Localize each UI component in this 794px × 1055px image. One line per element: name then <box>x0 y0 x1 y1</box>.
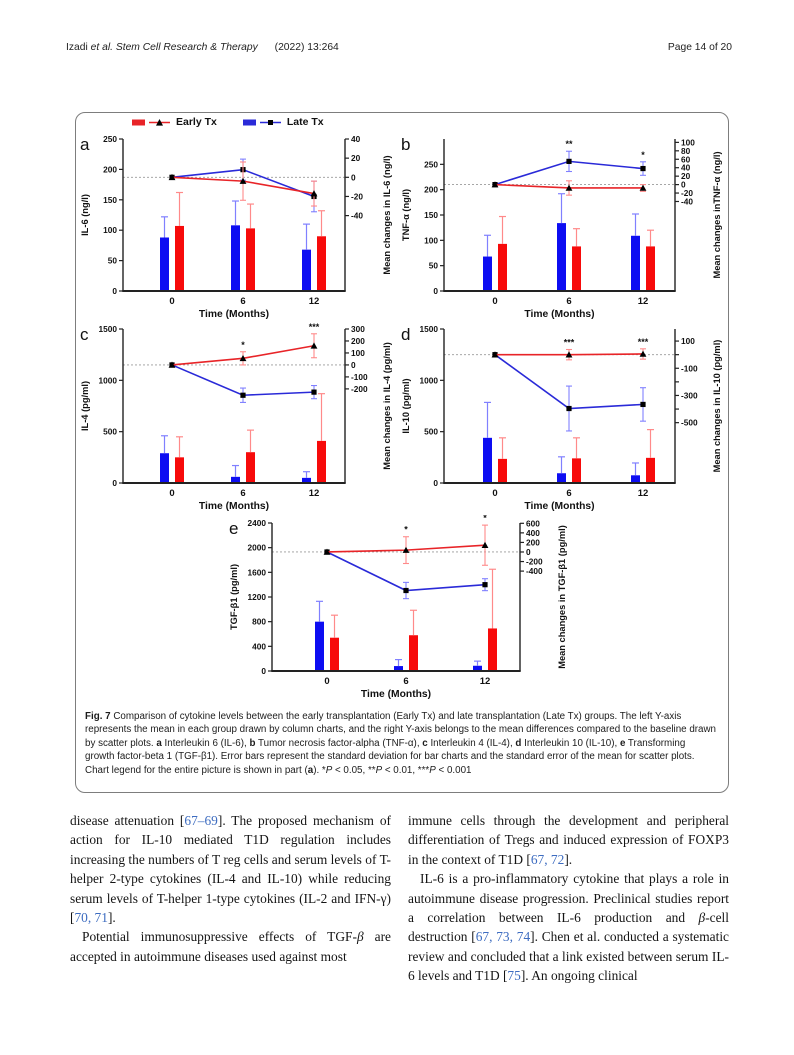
svg-text:400: 400 <box>252 641 266 652</box>
svg-text:Mean changes in TGF-β1 (pg/ml): Mean changes in TGF-β1 (pg/ml) <box>557 525 567 669</box>
svg-text:200: 200 <box>351 335 365 346</box>
svg-text:Time (Months): Time (Months) <box>198 309 270 320</box>
svg-text:60: 60 <box>681 154 691 165</box>
text-segment: e <box>619 737 626 749</box>
chart-legend <box>132 116 324 128</box>
svg-text:250: 250 <box>424 159 438 170</box>
text-segment: P <box>429 764 436 776</box>
svg-text:1000: 1000 <box>98 375 117 386</box>
chart-panel-b <box>398 131 727 321</box>
svg-text:a: a <box>80 135 90 154</box>
svg-text:Mean changes in IL-10 (pg/ml): Mean changes in IL-10 (pg/ml) <box>712 339 722 473</box>
svg-text:600: 600 <box>526 518 540 529</box>
svg-text:1600: 1600 <box>247 567 266 578</box>
text-segment: < 0.01, *** <box>382 764 430 776</box>
svg-text:100: 100 <box>424 235 438 246</box>
svg-text:0: 0 <box>681 179 686 190</box>
paragraph <box>408 811 729 869</box>
chart-panel-d <box>398 321 727 513</box>
svg-text:-20: -20 <box>681 188 693 199</box>
svg-text:100: 100 <box>103 225 117 236</box>
text-segment: a <box>156 737 162 749</box>
text-segment: immune cells through the development and peripheral differentiation of Tregs and induced expression of FOXP3 in the context of T1D [ <box>408 813 729 867</box>
et-al: et al. <box>90 42 113 53</box>
svg-text:2400: 2400 <box>247 518 266 528</box>
text-segment: P <box>375 764 383 776</box>
svg-text:c: c <box>80 325 89 344</box>
svg-text:-20: -20 <box>351 191 363 202</box>
text-segment: c <box>422 737 428 749</box>
text-segment: < 0.05, ** <box>332 764 376 776</box>
citation-link[interactable]: 67, 73, 74 <box>475 929 531 945</box>
svg-text:-40: -40 <box>681 196 693 207</box>
svg-text:-300: -300 <box>681 390 698 401</box>
svg-text:0: 0 <box>492 296 498 307</box>
citation-link[interactable]: 67–69 <box>184 813 218 828</box>
text-segment: Comparison of cytokine levels between the early transplantation (Early Tx) and late transplantation (Late Tx) groups. The left Y-axis represents the mean in each group drawn by column charts, and the right Y-axis belongs to the mean differences compared to the baseline drawn by scatter plots. <box>85 711 717 749</box>
text-segment: P <box>325 764 333 776</box>
page-number: Page 14 of 20 <box>667 42 732 53</box>
legend-item <box>243 116 324 128</box>
text-segment: d <box>515 737 522 749</box>
svg-text:-400: -400 <box>526 566 543 577</box>
text-segment: -cell destruction [ <box>408 910 729 945</box>
svg-text:0: 0 <box>169 296 175 307</box>
svg-text:Mean changes inTNF-α (ng/l): Mean changes inTNF-α (ng/l) <box>712 151 722 279</box>
svg-text:0: 0 <box>351 172 356 183</box>
svg-text:80: 80 <box>681 145 691 156</box>
text-segment: β <box>698 910 706 926</box>
svg-text:150: 150 <box>103 194 117 205</box>
journal-title: Stem Cell Research & Therapy <box>115 42 258 53</box>
text-segment: b <box>249 737 256 749</box>
paragraph <box>70 927 391 966</box>
text-segment: Potential immunosuppressive effects of TGF- <box>82 929 357 945</box>
text-segment: ]. An ongoing clinical <box>520 968 638 984</box>
svg-text:12: 12 <box>308 296 320 307</box>
chart-svg-d <box>398 321 727 513</box>
legend-label: Early Tx <box>176 116 217 128</box>
svg-text:0: 0 <box>492 488 498 499</box>
triangle-icon <box>132 117 170 128</box>
svg-text:150: 150 <box>424 210 438 220</box>
text-segment: Fig. 7 <box>85 711 111 722</box>
svg-text:Mean changes in IL-6 (ng/l): Mean changes in IL-6 (ng/l) <box>382 155 392 275</box>
legend-label: Late Tx <box>286 116 324 128</box>
body-text <box>70 811 730 986</box>
svg-text:-200: -200 <box>351 383 368 394</box>
svg-text:20: 20 <box>681 171 691 182</box>
citation-line <box>66 42 339 53</box>
svg-text:**: ** <box>565 139 573 150</box>
figure-caption <box>76 703 728 777</box>
svg-text:IL-6 (ng/l): IL-6 (ng/l) <box>80 194 90 236</box>
svg-text:12: 12 <box>308 488 320 499</box>
svg-text:0: 0 <box>526 546 531 557</box>
svg-text:Time (Months): Time (Months) <box>524 309 595 320</box>
svg-text:d: d <box>401 325 411 344</box>
chart-svg-c <box>77 321 397 513</box>
text-segment: disease attenuation [ <box>70 813 185 828</box>
svg-text:200: 200 <box>103 164 117 175</box>
text-segment: are accepted in autoimmune diseases used against most <box>70 929 391 964</box>
svg-text:200: 200 <box>424 184 438 195</box>
text-segment: ]. <box>564 851 573 867</box>
svg-text:12: 12 <box>637 296 649 307</box>
svg-text:12: 12 <box>479 676 491 687</box>
text-segment: a <box>307 764 314 776</box>
svg-text:IL-4 (pg/ml): IL-4 (pg/ml) <box>80 380 90 432</box>
text-segment: ]. The proposed mechanism of action for IL-10 mediated T1D regulation includes increasing the numbers of T reg cells and serum levels of T-helper 2-type cytokines (IL-4 and IL-10) while reducing serum levels of T-helper 1-type cytokines (IL-2 and IFN-γ) [ <box>70 813 391 926</box>
text-segment: ]. <box>107 910 116 926</box>
svg-text:1500: 1500 <box>98 324 117 334</box>
text-segment: ). * <box>313 764 326 776</box>
svg-text:***: *** <box>637 336 649 347</box>
svg-text:800: 800 <box>252 616 266 627</box>
text-segment: ]. Chen et al. conducted a systematic review and concluded that a link existed between serum IL-6 levels and T1D [ <box>408 929 729 984</box>
paragraph <box>408 869 729 985</box>
square-icon <box>243 117 281 128</box>
paragraph <box>70 811 391 927</box>
svg-text:b: b <box>401 135 411 154</box>
svg-text:***: *** <box>308 321 320 332</box>
chart-svg-b <box>398 131 727 321</box>
citation-link[interactable]: 67, 72 <box>530 851 565 867</box>
pub-info: (2022) 13:264 <box>274 42 339 53</box>
running-head <box>66 42 732 53</box>
svg-text:***: *** <box>563 337 575 348</box>
text-segment: Tumor necrosis factor-alpha (TNF-α), <box>255 737 423 749</box>
chart-svg-a <box>77 131 397 321</box>
svg-text:0: 0 <box>169 488 175 499</box>
svg-text:*: * <box>404 524 408 535</box>
svg-text:12: 12 <box>637 488 649 499</box>
figure-7-charts <box>76 113 728 703</box>
svg-text:100: 100 <box>681 336 695 347</box>
svg-text:Mean changes in IL-4 (pg/ml): Mean changes in IL-4 (pg/ml) <box>382 342 392 470</box>
svg-text:-200: -200 <box>526 556 543 567</box>
svg-text:TGF-β1 (pg/ml): TGF-β1 (pg/ml) <box>229 563 239 631</box>
svg-text:50: 50 <box>107 255 117 266</box>
svg-text:0: 0 <box>351 359 356 370</box>
svg-text:20: 20 <box>351 153 361 164</box>
citation-link[interactable]: 70, 71 <box>74 910 108 926</box>
svg-text:0: 0 <box>324 676 330 687</box>
svg-text:Time (Months): Time (Months) <box>360 689 432 700</box>
svg-text:6: 6 <box>240 488 246 499</box>
svg-text:1000: 1000 <box>419 375 438 386</box>
text-column-right <box>408 811 729 986</box>
legend-item <box>132 116 217 128</box>
svg-text:6: 6 <box>566 296 572 307</box>
svg-text:100: 100 <box>681 137 695 148</box>
svg-text:2000: 2000 <box>247 542 266 553</box>
svg-text:Time (Months): Time (Months) <box>524 501 595 512</box>
text-column-left <box>70 811 391 986</box>
chart-panel-c <box>77 321 397 513</box>
svg-text:500: 500 <box>424 426 438 437</box>
text-segment: IL-6 is a pro-inflammatory cytokine that plays a role in autoimmune disease progression. Preclinical studies report a correlation between IL-6 production and <box>408 871 729 926</box>
figure-7-box <box>75 112 729 793</box>
svg-text:Time (Months): Time (Months) <box>198 501 270 512</box>
svg-text:6: 6 <box>403 676 409 687</box>
svg-text:1500: 1500 <box>419 324 438 334</box>
svg-text:6: 6 <box>240 296 246 307</box>
svg-text:e: e <box>229 519 239 538</box>
svg-text:*: * <box>641 149 645 160</box>
svg-text:-100: -100 <box>351 371 368 382</box>
text-segment: β <box>356 929 364 945</box>
svg-text:200: 200 <box>526 537 540 548</box>
svg-text:40: 40 <box>681 162 691 173</box>
text-segment: Interleukin 6 (IL-6), <box>161 737 250 749</box>
svg-text:300: 300 <box>351 323 365 334</box>
svg-text:*: * <box>241 339 245 350</box>
text-segment: < 0.001 <box>435 764 472 776</box>
svg-text:IL-10 (pg/ml): IL-10 (pg/ml) <box>401 378 411 434</box>
chart-panel-a <box>77 131 397 321</box>
svg-text:0: 0 <box>261 666 266 676</box>
svg-text:40: 40 <box>351 134 361 145</box>
svg-text:6: 6 <box>566 488 572 499</box>
citation-link[interactable]: 75 <box>507 968 521 984</box>
svg-text:0: 0 <box>433 286 438 296</box>
svg-text:100: 100 <box>351 347 365 358</box>
svg-text:1200: 1200 <box>247 592 266 602</box>
svg-text:*: * <box>483 515 487 524</box>
text-segment: Interleukin 4 (IL-4), <box>427 737 516 749</box>
svg-text:TNF-α (ng/l): TNF-α (ng/l) <box>401 188 411 242</box>
svg-text:-100: -100 <box>681 363 698 374</box>
svg-text:-500: -500 <box>681 417 698 428</box>
chart-panel-e <box>226 515 572 701</box>
svg-text:0: 0 <box>112 478 117 488</box>
author: Izadi <box>66 42 88 53</box>
svg-text:50: 50 <box>428 260 438 271</box>
text-segment: Interleukin 10 (IL-10), <box>521 737 620 749</box>
svg-text:0: 0 <box>112 286 117 296</box>
chart-svg-e <box>226 515 572 701</box>
svg-text:400: 400 <box>526 527 540 538</box>
svg-text:0: 0 <box>433 478 438 488</box>
text-segment: Transforming growth factor-beta 1 (TGF-β1). Error bars represent the standard deviation for bar charts and the standard error of the mean for scatter plots. Chart legend for the entire picture is shown in part ( <box>85 737 695 776</box>
svg-text:-40: -40 <box>351 210 363 221</box>
svg-text:250: 250 <box>103 134 117 144</box>
svg-text:500: 500 <box>103 426 117 437</box>
